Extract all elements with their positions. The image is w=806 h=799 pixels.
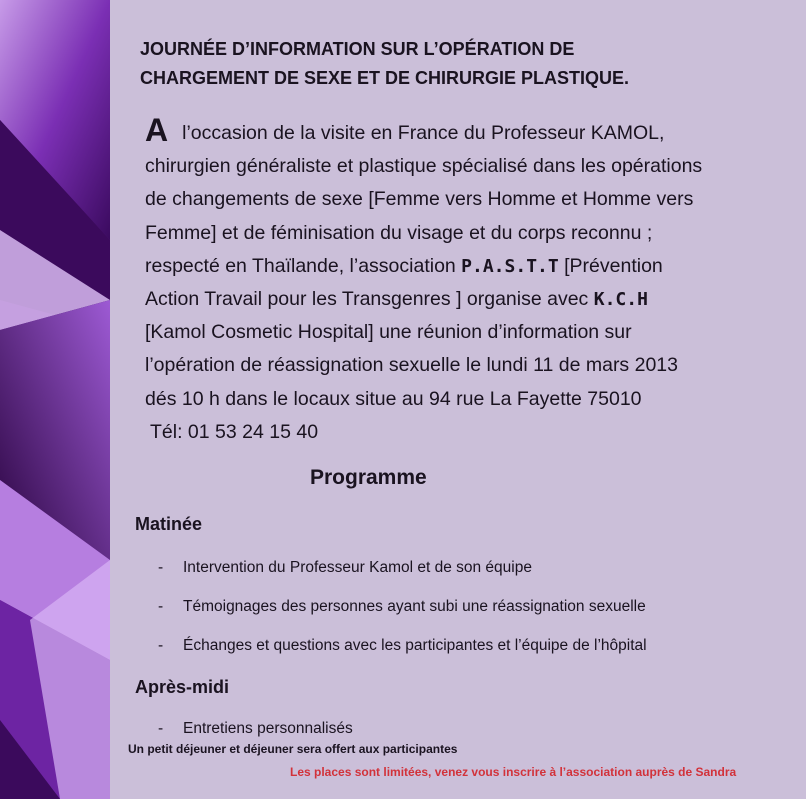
- intro-paragraph: [145, 112, 795, 449]
- list-item-text: Entretiens personnalisés: [183, 720, 353, 737]
- list-item-text: Échanges et questions avec les participantes et l’équipe de l’hôpital: [183, 637, 647, 654]
- intro-line-1: [145, 112, 795, 150]
- intro-line-9: dés 10 h dans le locaux situe au 94 rue La Fayette 75010: [145, 387, 642, 410]
- intro-line-6-a: Action Travail pour les Transgenres ] organise avec: [145, 288, 594, 311]
- intro-line-2: chirurgien généraliste et plastique spécialisé dans les opérations: [145, 155, 703, 178]
- title-line-2: CHARGEMENT DE SEXE ET DE CHIRURGIE PLASTIQUE.: [140, 68, 630, 88]
- bullet-dash: -: [158, 637, 164, 654]
- intro-line-1-text: l’occasion de la visite en France du Professeur KAMOL,: [182, 122, 665, 144]
- org-kch: K.C.H: [593, 289, 648, 311]
- bullet-dash: -: [158, 559, 164, 576]
- intro-line-5: [145, 250, 795, 283]
- list-item-text: Témoignages des personnes ayant subi une réassignation sexuelle: [183, 598, 646, 615]
- bullet-dash: -: [158, 598, 164, 615]
- intro-line-4: Femme] et de féminisation du visage et du corps reconnu ;: [145, 221, 653, 244]
- phone-line: Tél: 01 53 24 15 40: [150, 420, 319, 443]
- intro-line-5-b: [Prévention: [558, 254, 663, 277]
- intro-line-5-a: respecté en Thaïlande, l’association: [145, 254, 462, 277]
- registration-alert: Les places sont limitées, venez vous inscrire à l’association auprès de Sandra: [290, 765, 737, 779]
- title-line-1: JOURNÉE D’INFORMATION SUR L’OPÉRATION DE: [140, 39, 575, 59]
- decorative-purple-band: [0, 0, 110, 799]
- intro-line-8: l’opération de réassignation sexuelle le lundi 11 de mars 2013: [145, 354, 678, 377]
- programme-heading: Programme: [310, 466, 427, 489]
- org-pastt: P.A.S.T.T: [461, 255, 559, 277]
- list-item-text: Intervention du Professeur Kamol et de son équipe: [183, 559, 532, 576]
- bullet-dash: -: [158, 720, 164, 737]
- afternoon-heading: Après-midi: [135, 677, 230, 697]
- intro-line-6: [145, 283, 795, 316]
- intro-line-7: [Kamol Cosmetic Hospital] une réunion d’information sur: [145, 321, 632, 344]
- morning-heading: Matinée: [135, 514, 203, 534]
- meal-note: Un petit déjeuner et déjeuner sera offert aux participantes: [128, 742, 458, 756]
- intro-line-3: de changements de sexe [Femme vers Homme et Homme vers: [145, 188, 694, 211]
- dropcap-letter: A: [145, 112, 169, 148]
- document-title: [140, 35, 780, 93]
